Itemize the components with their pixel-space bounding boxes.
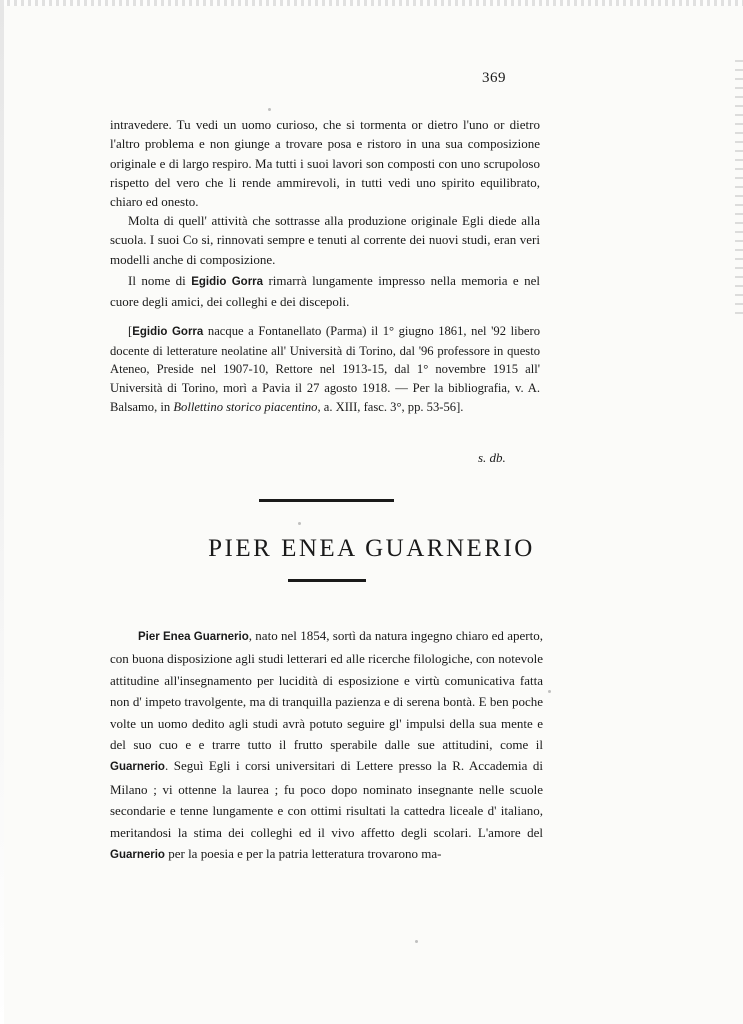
section-divider-top xyxy=(259,499,394,502)
bracket: [ xyxy=(128,324,133,338)
author-signature: s. db. xyxy=(478,450,506,465)
print-speck xyxy=(268,108,271,111)
page-left-edge xyxy=(0,0,4,1024)
page-number: 369 xyxy=(482,70,506,86)
preceding-paragraph-3 xyxy=(110,271,540,312)
person-name-gorra: Egidio Gorra xyxy=(132,326,204,338)
text-run: rimarrà lungamente impresso nella memoria e nel cuore degli amici, dei colleghi e dei discepoli. xyxy=(110,273,540,310)
bio-text: nacque a Fontanellato (Parma) il 1° giugno 1861, nel '92 libero docente di letterature neolatine all' Università di Torino, dal '96 professore in questo Ateneo, Preside nel 1907-10, Rettore nel 1913-15, dal 1° novembre 1915 all' Università di Torino, morì a Pavia il 27 agosto 1918. — Per la bibliografia, v. A. Balsamo, in xyxy=(110,324,540,414)
section-divider-bottom xyxy=(288,579,366,582)
text-run: Il nome di xyxy=(128,273,192,288)
print-speck xyxy=(298,522,301,525)
paragraph-text: intravedere. Tu vedi un uomo curioso, che si tormenta or dietro l'uno or dietro l'altro problema e non giunge a trovare posa e ristoro in una sua composizione originale e di largo respiro. Ma tutti i suoi lavori son composti con uno scrupoloso rispetto del vero che li rende ammirevoli, in tutti vedi uno spirito equilibrato, chiaro ed onesto. xyxy=(110,117,540,210)
person-name-guarnerio: Guarnerio xyxy=(110,849,165,862)
article-title: PIER ENEA GUARNERIO xyxy=(208,535,535,562)
person-name-gorra: Egidio Gorra xyxy=(191,276,264,288)
page-top-edge xyxy=(0,0,743,6)
article-text-run: . Seguì Egli i corsi universitari di Lettere presso la R. Accademia di Milano ; vi ottenne la laurea ; fu poco dopo nominato insegnante nelle scuole secondarie e tenne lungamente e con ottimi risultati la cattedra liceale d' italiano, meritandosi la stima dei colleghi ed il vivo affetto degli scolari. L'amore del xyxy=(110,758,543,840)
print-speck xyxy=(415,940,418,943)
person-name-guarnerio: Pier Enea Guarnerio xyxy=(138,631,249,643)
paragraph-text: Molta di quell' attività che sottrasse alla produzione originale Egli diede alla scuola. I suoi Co si, rinnovati sempre e tenuti al corrente dei nuovi studi, eran veri modelli anche di composizione. xyxy=(110,213,540,267)
print-speck xyxy=(548,690,551,693)
article-text-run: per la poesia e per la patria letteratura trovarono ma- xyxy=(164,846,442,862)
article-text-run: , nato nel 1854, sortì da natura ingegno chiaro ed aperto, con buona disposizione agli studi letterari ed alle ricerche filologiche, con notevole attitudine all'insegnamento per lucidità di esposizione e virtù comunicativa fatta non d' impeto travolgente, ma di tranquilla pazienza e di serena bontà. E ben poche volte un uomo dedito agli studi avrà potuto seguire gl' impulsi della sua mente e del suo cuo e e trarre tutto il frutto sperabile dalle sue attitudini, come il xyxy=(110,628,543,753)
paragraph-text xyxy=(110,271,540,312)
preceding-paragraph-1 xyxy=(110,115,540,211)
page-right-edge xyxy=(735,60,743,320)
person-name-guarnerio: Guarnerio xyxy=(110,761,165,774)
journal-title: Bollettino storico piacentino xyxy=(173,399,318,414)
preceding-paragraph-2 xyxy=(110,211,540,269)
bio-note-gorra xyxy=(110,322,540,417)
bio-tail: , a. XIII, fasc. 3°, pp. 53-56]. xyxy=(317,399,464,414)
article-body xyxy=(110,625,543,866)
